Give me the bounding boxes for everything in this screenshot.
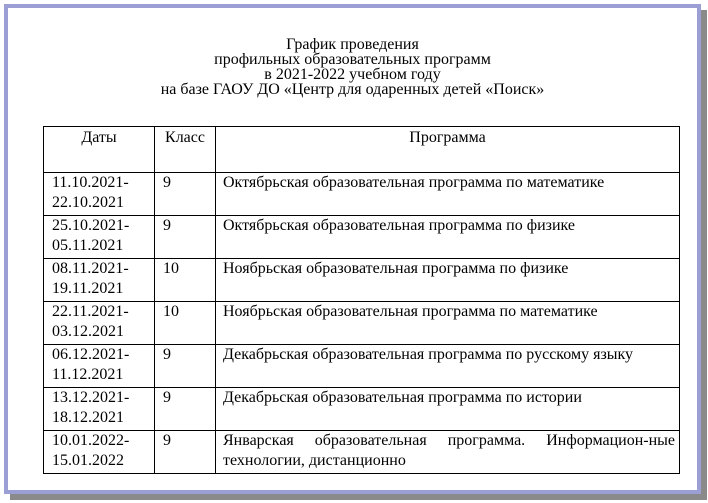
date-end: 11.12.2021	[52, 366, 124, 383]
date-end: 15.01.2022	[52, 452, 124, 469]
header-dates: Даты	[44, 127, 155, 173]
date-end: 22.10.2021	[52, 194, 124, 211]
table-row	[44, 388, 680, 431]
grade-cell: 9	[155, 431, 216, 474]
grade-cell: 9	[155, 388, 216, 431]
grade-cell: 9	[155, 345, 216, 388]
program-cell: Ноябрьская образовательная программа по физике	[216, 259, 680, 302]
date-end: 03.12.2021	[52, 323, 124, 340]
document-title	[8, 37, 697, 97]
grade-cell: 10	[155, 302, 216, 345]
date-start: 11.10.2021-	[52, 174, 129, 191]
date-cell	[44, 388, 155, 431]
table-row	[44, 345, 680, 388]
schedule-table	[43, 126, 680, 474]
table-row	[44, 216, 680, 259]
table-row	[44, 302, 680, 345]
program-cell: Октябрьская образовательная программа по математике	[216, 173, 680, 216]
program-cell: Ноябрьская образовательная программа по математике	[216, 302, 680, 345]
title-line-3: в 2021-2022 учебном году	[264, 66, 441, 83]
date-cell	[44, 302, 155, 345]
date-start: 10.01.2022-	[52, 432, 130, 449]
title-line-1: График проведения	[286, 36, 419, 53]
program-cell: Декабрьская образовательная программа по истории	[216, 388, 680, 431]
date-start: 25.10.2021-	[52, 217, 130, 234]
table-row	[44, 173, 680, 216]
date-cell	[44, 431, 155, 474]
grade-cell: 9	[155, 173, 216, 216]
table-header-row	[44, 127, 680, 173]
date-end: 18.12.2021	[52, 409, 124, 426]
program-cell: Декабрьская образовательная программа по русскому языку	[216, 345, 680, 388]
document-frame	[4, 4, 701, 494]
header-program: Программа	[216, 127, 680, 173]
date-start: 13.12.2021-	[52, 389, 130, 406]
date-start: 08.11.2021-	[52, 260, 129, 277]
date-cell	[44, 259, 155, 302]
grade-cell: 10	[155, 259, 216, 302]
table-row	[44, 259, 680, 302]
header-grade: Класс	[155, 127, 216, 173]
date-start: 22.11.2021-	[52, 303, 129, 320]
date-end: 05.11.2021	[52, 237, 124, 254]
program-cell: Октябрьская образовательная программа по физике	[216, 216, 680, 259]
table-row	[44, 431, 680, 474]
title-line-2: профильных образовательных программ	[214, 51, 491, 68]
program-cell: Январская образовательная программа. Информацион-ные технологии, дистанционно	[216, 431, 680, 474]
date-end: 19.11.2021	[52, 280, 124, 297]
date-start: 06.12.2021-	[52, 346, 130, 363]
date-cell	[44, 345, 155, 388]
date-cell	[44, 173, 155, 216]
grade-cell: 9	[155, 216, 216, 259]
date-cell	[44, 216, 155, 259]
title-line-4: на базе ГАОУ ДО «Центр для одаренных детей «Поиск»	[160, 81, 545, 98]
